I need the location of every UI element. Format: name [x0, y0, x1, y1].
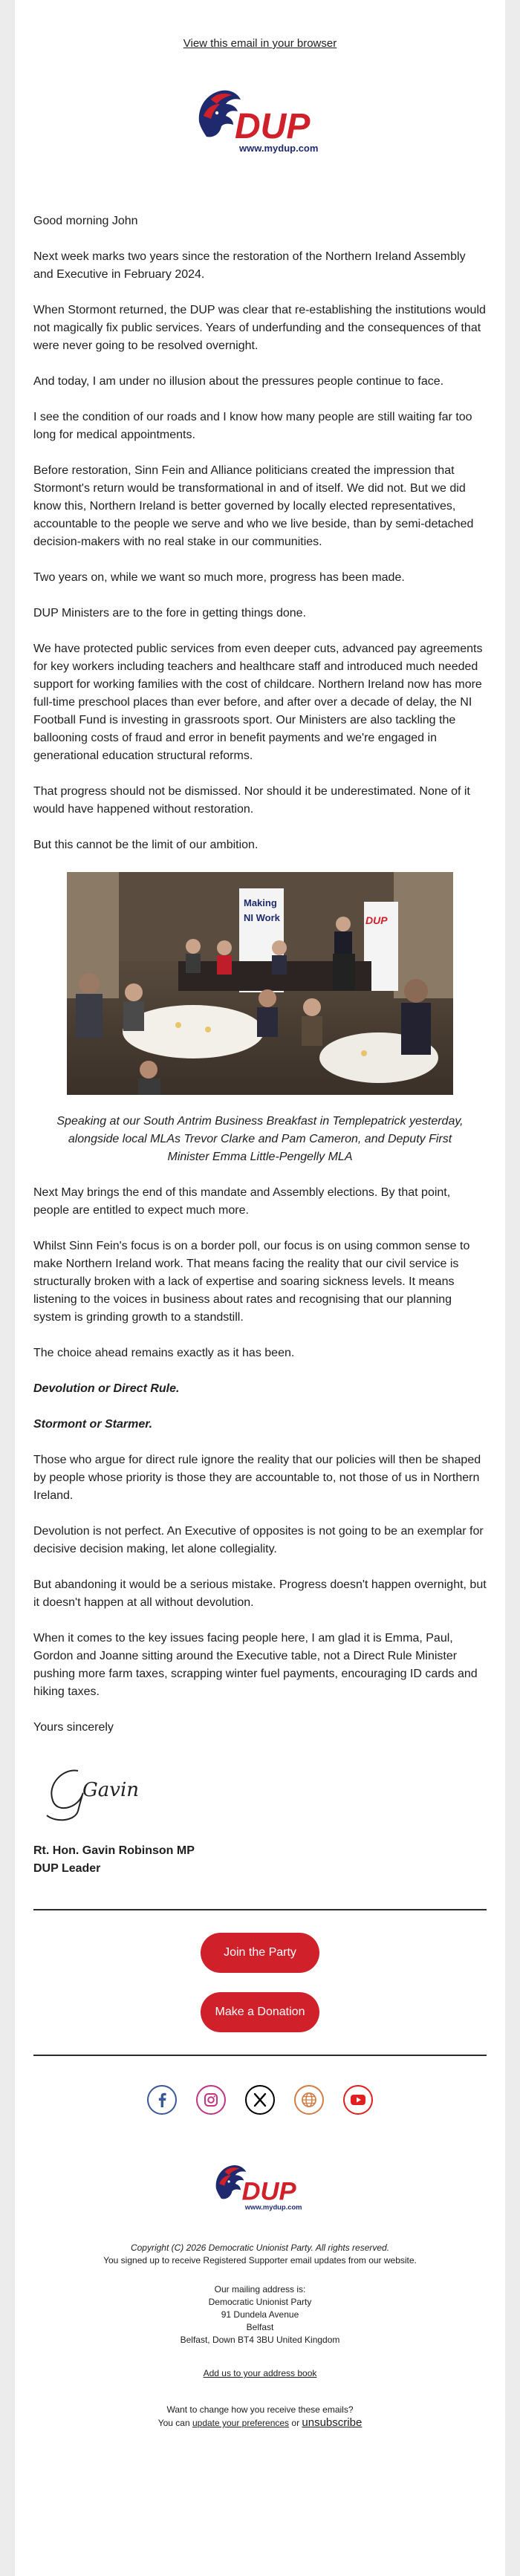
photo-caption: Speaking at our South Antrim Business Breakfast in Templepatrick yesterday, alongside local MLAs Trevor Clarke and Pam Cameron, and Deputy First Minister Emma Little-Pengelly MLA: [56, 1115, 464, 1163]
x-icon[interactable]: [244, 2084, 276, 2115]
paragraph: I see the condition of our roads and I know how many people are still waiting far too long for medical appointments.: [33, 411, 472, 441]
paragraph: When Stormont returned, the DUP was clear that re-establishing the institutions would not magically fix public services. Years of underfunding and the consequences of that were never going to be resolved overnight.: [33, 304, 486, 352]
signoff-name: Rt. Hon. Gavin Robinson MP: [33, 1844, 195, 1857]
svg-text:DUP: DUP: [235, 107, 311, 146]
unsubscribe-link[interactable]: unsubscribe: [302, 2416, 363, 2429]
facebook-icon[interactable]: [146, 2084, 178, 2115]
svg-text:NI Work: NI Work: [244, 912, 280, 923]
svg-text:Gavin: Gavin: [82, 1779, 140, 1801]
or-text: or: [289, 2418, 302, 2428]
dup-logo-image: [193, 77, 327, 159]
dup-logo[interactable]: [15, 77, 505, 171]
paragraph: Those who argue for direct rule ignore the reality that our policies will then be shaped by people whose priority is those they are accountable to, not those of us in Northern Ireland.: [33, 1454, 481, 1502]
add-address-book-link[interactable]: Add us to your address book: [203, 2368, 317, 2378]
paragraph: That progress should not be dismissed. Nor should it be underestimated. None of it would have happened without restoration.: [33, 785, 470, 816]
paragraph: And today, I am under no illusion about the pressures people continue to face.: [33, 375, 444, 388]
signature-image: [33, 1754, 182, 1829]
website-icon[interactable]: [293, 2084, 325, 2115]
paragraph: We have protected public services from even deeper cuts, advanced pay agreements for key workers including teachers and healthcare staff and introduced much needed support for working families with the cost of childcare. Northern Ireland now has more full-time preschool places than ever before, and after over a decade of delay, the NI Football Fund is investing in grassroots sport. Our Ministers are also tackling the ballooning costs of fraud and error in benefit payments and we're engaged in generational education structural reforms.: [33, 643, 483, 762]
paragraph: Whilst Sinn Fein's focus is on a border poll, our focus is on using common sense to make Northern Ireland work. That means facing the reality that our civil service is structurally broken with a lack of expertise and soaring sickness levels. It means listening to the voices in business about rates and recognising that our planning system is grinding growth to a standstill.: [33, 1240, 470, 1324]
email-container: [15, 0, 505, 2576]
divider: [33, 1909, 487, 1910]
address-line: Belfast: [246, 2322, 274, 2332]
closing: Yours sincerely: [33, 1721, 114, 1734]
svg-text:www.mydup.com: www.mydup.com: [239, 143, 319, 154]
email-body: [15, 212, 505, 1878]
paragraph: Next May brings the end of this mandate and Assembly elections. By that point, people are entitled to expect much more.: [33, 1186, 451, 1217]
join-party-button[interactable]: Join the Party: [201, 1933, 319, 1973]
social-links: [15, 2084, 505, 2115]
paragraph: Devolution is not perfect. An Executive of opposites is not going to be an exemplar for decisive decision making, let alone collegiality.: [33, 1525, 484, 1555]
copyright-text: Copyright (C) 2026 Democratic Unionist Party. All rights reserved.: [130, 2242, 390, 2253]
signoff-title: DUP Leader: [33, 1862, 101, 1875]
emphasis-line: Stormont or Starmer.: [33, 1418, 153, 1431]
preferences-line: [30, 2416, 490, 2430]
paragraph: But this cannot be the limit of our ambition.: [33, 839, 259, 851]
footer: [15, 2242, 505, 2430]
paragraph: Before restoration, Sinn Fein and Alliance politicians created the impression that Stormont's return would be transformational in and of itself. We did not. But we did know this, Northern Ireland is better governed by locally elected representatives, accountable to the people we serve and who we live beside, than by semi-detached decision-makers with no real stake in our communities.: [33, 464, 474, 548]
paragraph: Two years on, while we want so much more, progress has been made.: [33, 571, 405, 584]
add-to-address-book: [30, 2367, 490, 2380]
paragraph: Next week marks two years since the restoration of the Northern Ireland Assembly and Executive in February 2024.: [33, 250, 466, 281]
donate-button[interactable]: Make a Donation: [201, 1992, 319, 2032]
divider: [33, 2055, 487, 2056]
you-can-text: You can: [157, 2418, 192, 2428]
svg-text:Making: Making: [244, 897, 277, 908]
signup-text: You signed up to receive Registered Supporter email updates from our website.: [103, 2255, 417, 2266]
paragraph: But abandoning it would be a serious mistake. Progress doesn't happen overnight, but it doesn't happen at all without devolution.: [33, 1578, 487, 1609]
paragraph: The choice ahead remains exactly as it has been.: [33, 1347, 295, 1359]
paragraph: DUP Ministers are to the fore in getting things done.: [33, 607, 307, 619]
svg-text:www.mydup.com: www.mydup.com: [244, 2203, 302, 2211]
top-bar: [15, 0, 505, 51]
footer-logo-image: [212, 2156, 308, 2215]
svg-text:DUP: DUP: [365, 914, 388, 926]
address-line: Democratic Unionist Party: [208, 2297, 312, 2307]
signoff-block: [33, 1842, 487, 1878]
update-preferences-link[interactable]: update your preferences: [192, 2418, 290, 2428]
greeting: Good morning John: [33, 215, 138, 227]
footer-logo[interactable]: [15, 2156, 505, 2215]
view-in-browser-link[interactable]: View this email in your browser: [183, 37, 337, 50]
address-label: Our mailing address is:: [214, 2284, 306, 2294]
emphasis-line: Devolution or Direct Rule.: [33, 1382, 180, 1395]
address-line: 91 Dundela Avenue: [221, 2309, 299, 2320]
svg-text:DUP: DUP: [241, 2177, 296, 2206]
youtube-icon[interactable]: [342, 2084, 374, 2115]
change-question: Want to change how you receive these emails?: [166, 2404, 354, 2415]
instagram-icon[interactable]: [195, 2084, 227, 2115]
event-photo: [67, 872, 453, 1095]
address-line: Belfast, Down BT4 3BU United Kingdom: [180, 2335, 340, 2345]
paragraph: When it comes to the key issues facing people here, I am glad it is Emma, Paul, Gordon and Joanne sitting around the Executive table, not a Direct Rule Minister pushing more farm taxes, scrapping winter fuel payments, encouraging ID cards and hiking taxes.: [33, 1632, 478, 1698]
